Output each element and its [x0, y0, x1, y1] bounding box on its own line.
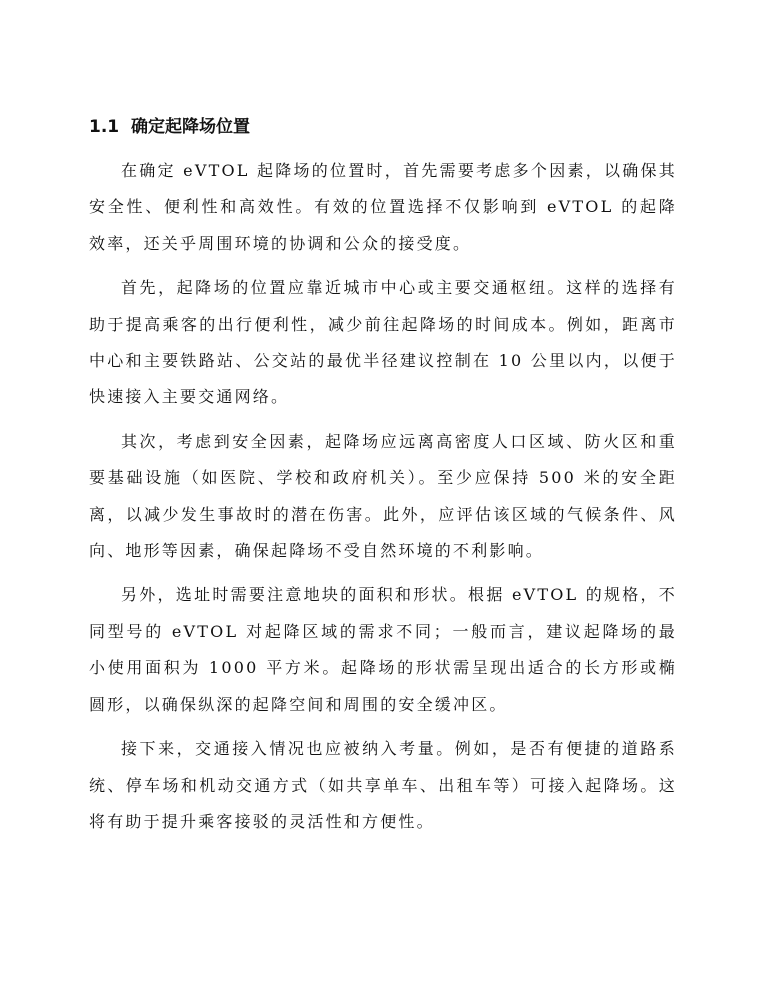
section-heading — [89, 115, 250, 139]
paragraph-safety: 其次，考虑到安全因素，起降场应远离高密度人口区域、防火区和重要基础设施（如医院、学校和政府机关）。至少应保持 500 米的安全距离，以减少发生事故时的潜在伤害。此外，应评估该区域的气候条件、风向、地形等因素，确保起降场不受自然环境的不利影响。 — [89, 431, 677, 561]
paragraph-location-factors: 在确定 eVTOL 起降场的位置时，首先需要考虑多个因素，以确保其安全性、便利性和高效性。有效的位置选择不仅影响到 eVTOL 的起降效率，还关乎周围环境的协调和公众的接受度。 — [89, 161, 677, 253]
paragraph-site-area: 另外，选址时需要注意地块的面积和形状。根据 eVTOL 的规格，不同型号的 eVTOL 对起降区域的需求不同；一般而言，建议起降场的最小使用面积为 1000 平方米。起降场的形状需呈现出适合的长方形或椭圆形，以确保纵深的起降空间和周围的安全缓冲区。 — [89, 585, 677, 714]
paragraph-city-center: 首先，起降场的位置应靠近城市中心或主要交通枢纽。这样的选择有助于提高乘客的出行便利性，减少前往起降场的时间成本。例如，距离市中心和主要铁路站、公交站的最优半径建议控制在 10 公里以内，以便于快速接入主要交通网络。 — [89, 278, 677, 407]
section-number: 1.1 — [89, 117, 120, 137]
section-title: 确定起降场位置 — [130, 117, 250, 137]
paragraph-traffic-access: 接下来，交通接入情况也应被纳入考量。例如，是否有便捷的道路系统、停车场和机动交通方式（如共享单车、出租车等）可接入起降场。这将有助于提升乘客接驳的灵活性和方便性。 — [89, 739, 677, 831]
section-body — [89, 153, 677, 848]
